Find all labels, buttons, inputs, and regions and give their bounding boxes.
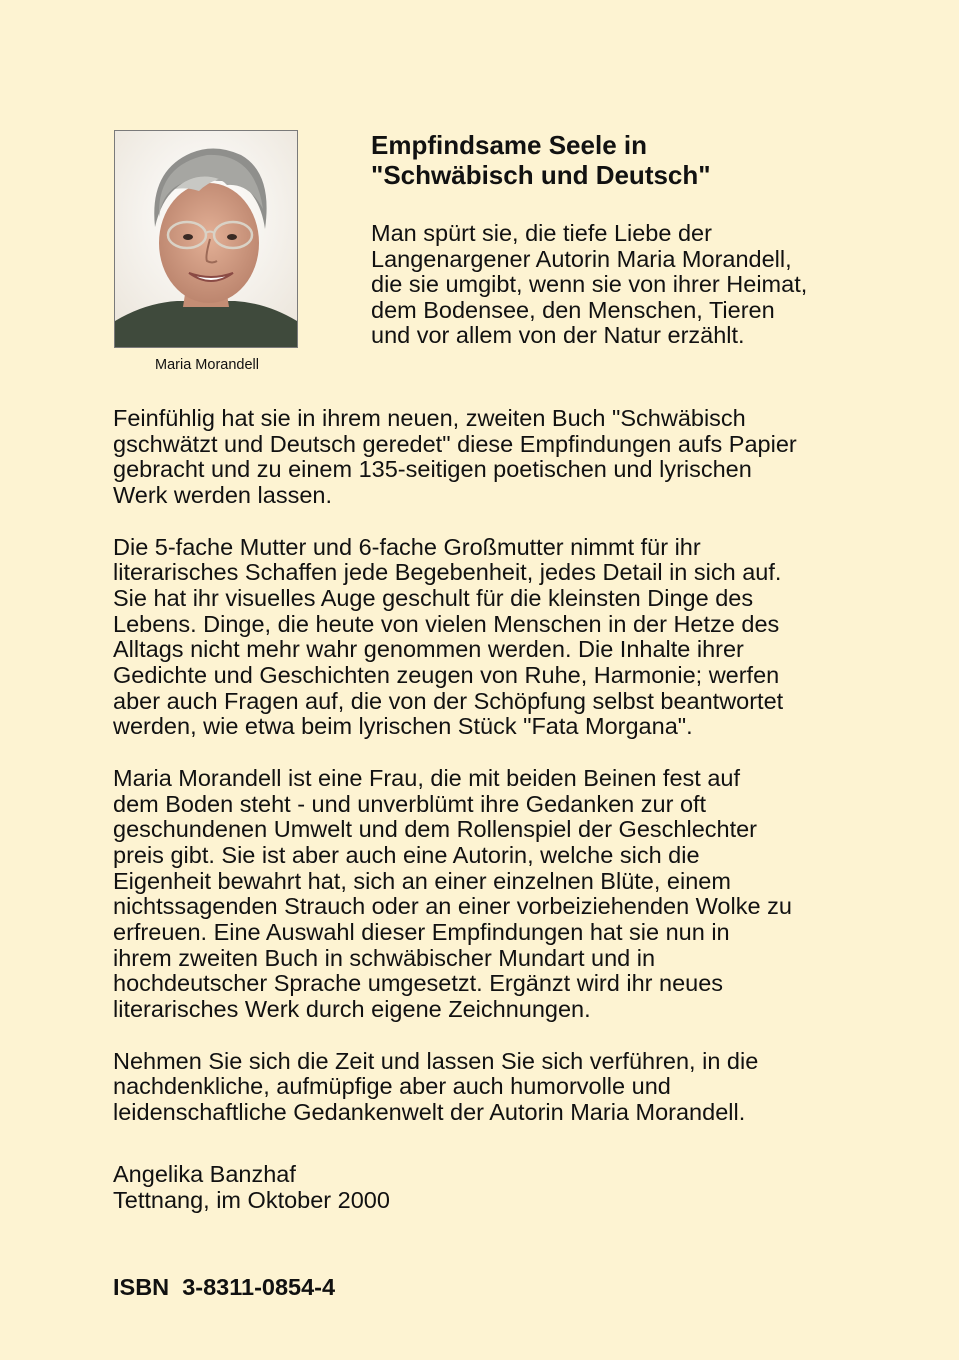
text-line: Man spürt sie, die tiefe Liebe der <box>371 220 712 246</box>
text-line: Sie hat ihr visuelles Auge geschult für die kleinsten Dinge des <box>113 584 754 611</box>
photo-caption: Maria Morandell <box>155 357 259 373</box>
text-line: aber auch Fragen auf, die von der Schöpfung selbst beantwortet <box>113 687 784 714</box>
text-line: literarisches Schaffen jede Begebenheit, jedes Detail in sich auf. <box>113 559 782 586</box>
text-line: Lebens. Dinge, die heute von vielen Menschen in der Hetze des <box>113 610 780 637</box>
text-line: gschwätzt und Deutsch geredet" diese Empfindungen aufs Papier <box>113 430 797 457</box>
text-line: ihrem zweiten Buch in schwäbischer Mundart und in <box>113 944 656 971</box>
text-line: die sie umgibt, wenn sie von ihrer Heimat, <box>371 271 808 298</box>
text-line: Die 5-fache Mutter und 6-fache Großmutter nimmt für ihr <box>113 533 701 560</box>
text-line: Eigenheit bewahrt hat, sich an einer einzelnen Blüte, einem <box>113 867 731 894</box>
text-line: literarisches Werk durch eigene Zeichnungen. <box>113 996 591 1023</box>
text-line: dem Bodensee, den Menschen, Tieren <box>371 296 775 323</box>
text-line: Werk werden lassen. <box>113 482 332 509</box>
text-line: Feinfühlig hat sie in ihrem neuen, zweiten Buch "Schwäbisch <box>113 405 746 431</box>
text-line: Gedichte und Geschichten zeugen von Ruhe, Harmonie; werfen <box>113 662 780 689</box>
headline <box>371 130 931 190</box>
paragraph <box>113 535 933 741</box>
text-line: und vor allem von der Natur erzählt. <box>371 322 745 349</box>
text-line: geschundenen Umwelt und dem Rollenspiel der Geschlechter <box>113 816 758 843</box>
isbn: ISBN 3-8311-0854-4 <box>113 1274 336 1300</box>
paragraph <box>113 406 933 509</box>
text-line: gebracht und zu einem 135-seitigen poetischen und lyrischen <box>113 456 752 483</box>
signature-name: Angelika Banzhaf <box>113 1161 296 1187</box>
text-line: Alltags nicht mehr wahr genommen werden. Die Inhalte ihrer <box>113 636 744 663</box>
text-line: leidenschaftliche Gedankenwelt der Autorin Maria Morandell. <box>113 1098 746 1125</box>
text-line: nichtssagenden Strauch oder an einer vorbeiziehenden Wolke zu <box>113 893 792 920</box>
headline-line: Empfindsame Seele in <box>371 130 647 160</box>
author-portrait-image <box>115 131 297 347</box>
paragraph <box>113 1049 933 1126</box>
text-line: erfreuen. Eine Auswahl dieser Empfindungen hat sie nun in <box>113 919 730 946</box>
text-line: werden, wie etwa beim lyrischen Stück "Fata Morgana". <box>113 713 693 740</box>
signature-place-date: Tettnang, im Oktober 2000 <box>113 1186 390 1213</box>
paragraph <box>113 766 933 1023</box>
text-line: Maria Morandell ist eine Frau, die mit beiden Beinen fest auf <box>113 764 740 791</box>
headline-line: "Schwäbisch und Deutsch" <box>371 160 711 190</box>
text-line: Langenargener Autorin Maria Morandell, <box>371 245 792 272</box>
author-photo <box>114 130 298 348</box>
signature <box>113 1162 390 1213</box>
intro-paragraph <box>371 221 931 349</box>
text-line: Nehmen Sie sich die Zeit und lassen Sie sich verführen, in die <box>113 1047 759 1074</box>
text-line: dem Boden steht - und unverblümt ihre Gedanken zur oft <box>113 790 707 817</box>
text-line: preis gibt. Sie ist aber auch eine Autorin, welche sich die <box>113 841 700 868</box>
body-text <box>113 406 933 1151</box>
text-line: hochdeutscher Sprache umgesetzt. Ergänzt wird ihr neues <box>113 970 724 997</box>
text-line: nachdenkliche, aufmüpfige aber auch humorvolle und <box>113 1073 671 1100</box>
